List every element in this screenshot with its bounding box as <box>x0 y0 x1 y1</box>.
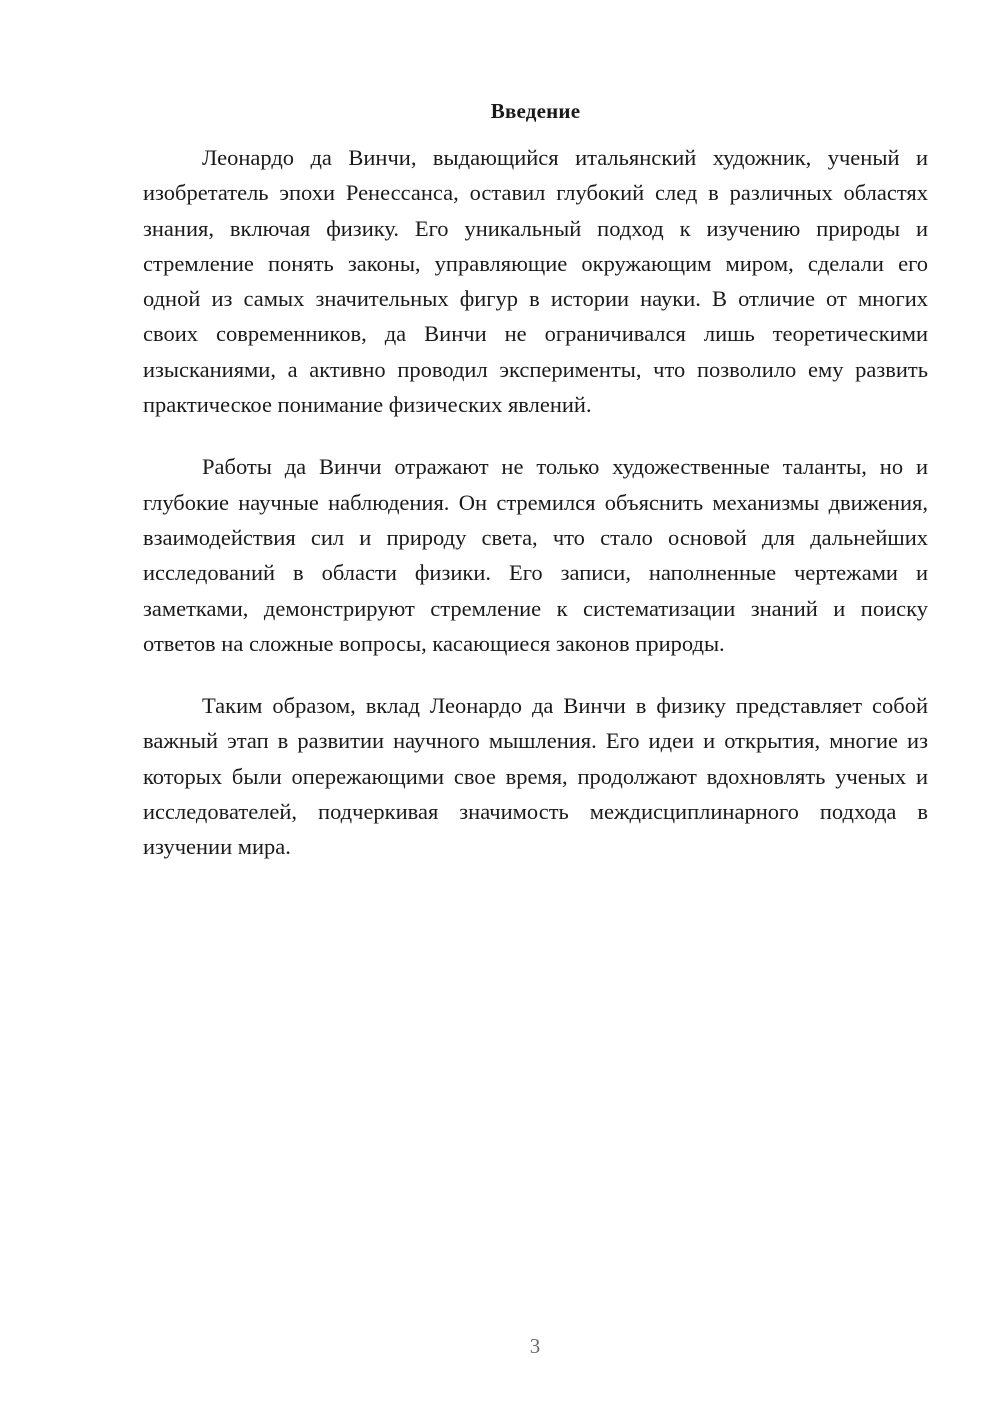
paragraph-3: Таким образом, вклад Леонардо да Винчи в физику представляет собой важный этап в развитии научного мышления. Его идеи и открытия, многие из которых были опережающими свое время, продолжают вдохновлять ученых и исследователей, подчеркивая значимость междисциплинарного подхода в изучении мира. <box>143 693 928 860</box>
document-body <box>143 96 928 892</box>
paragraph-1: Леонардо да Винчи, выдающийся итальянский художник, ученый и изобретатель эпохи Ренессанса, оставил глубокий след в различных областях знания, включая физику. Его уникальный подход к изучению природы и стремление понять законы, управляющие окружающим миром, сделали его одной из самых значительных фигур в истории науки. В отличие от многих своих современников, да Винчи не ограничивался лишь теоретическими изысканиями, а активно проводил эксперименты, что позволило ему развить практическое понимание физических явлений. <box>143 145 928 418</box>
page-number: 3 <box>529 1334 541 1358</box>
section-heading: Введение <box>490 99 581 123</box>
paragraph-2: Работы да Винчи отражают не только художественные таланты, но и глубокие научные наблюдения. Он стремился объяснить механизмы движения, взаимодействия сил и природу света, что стало основой для дальнейших исследований в области физики. Его записи, наполненные чертежами и заметками, демонстрируют стремление к систематизации знаний и поиску ответов на сложные вопросы, касающиеся законов природы. <box>143 454 928 656</box>
